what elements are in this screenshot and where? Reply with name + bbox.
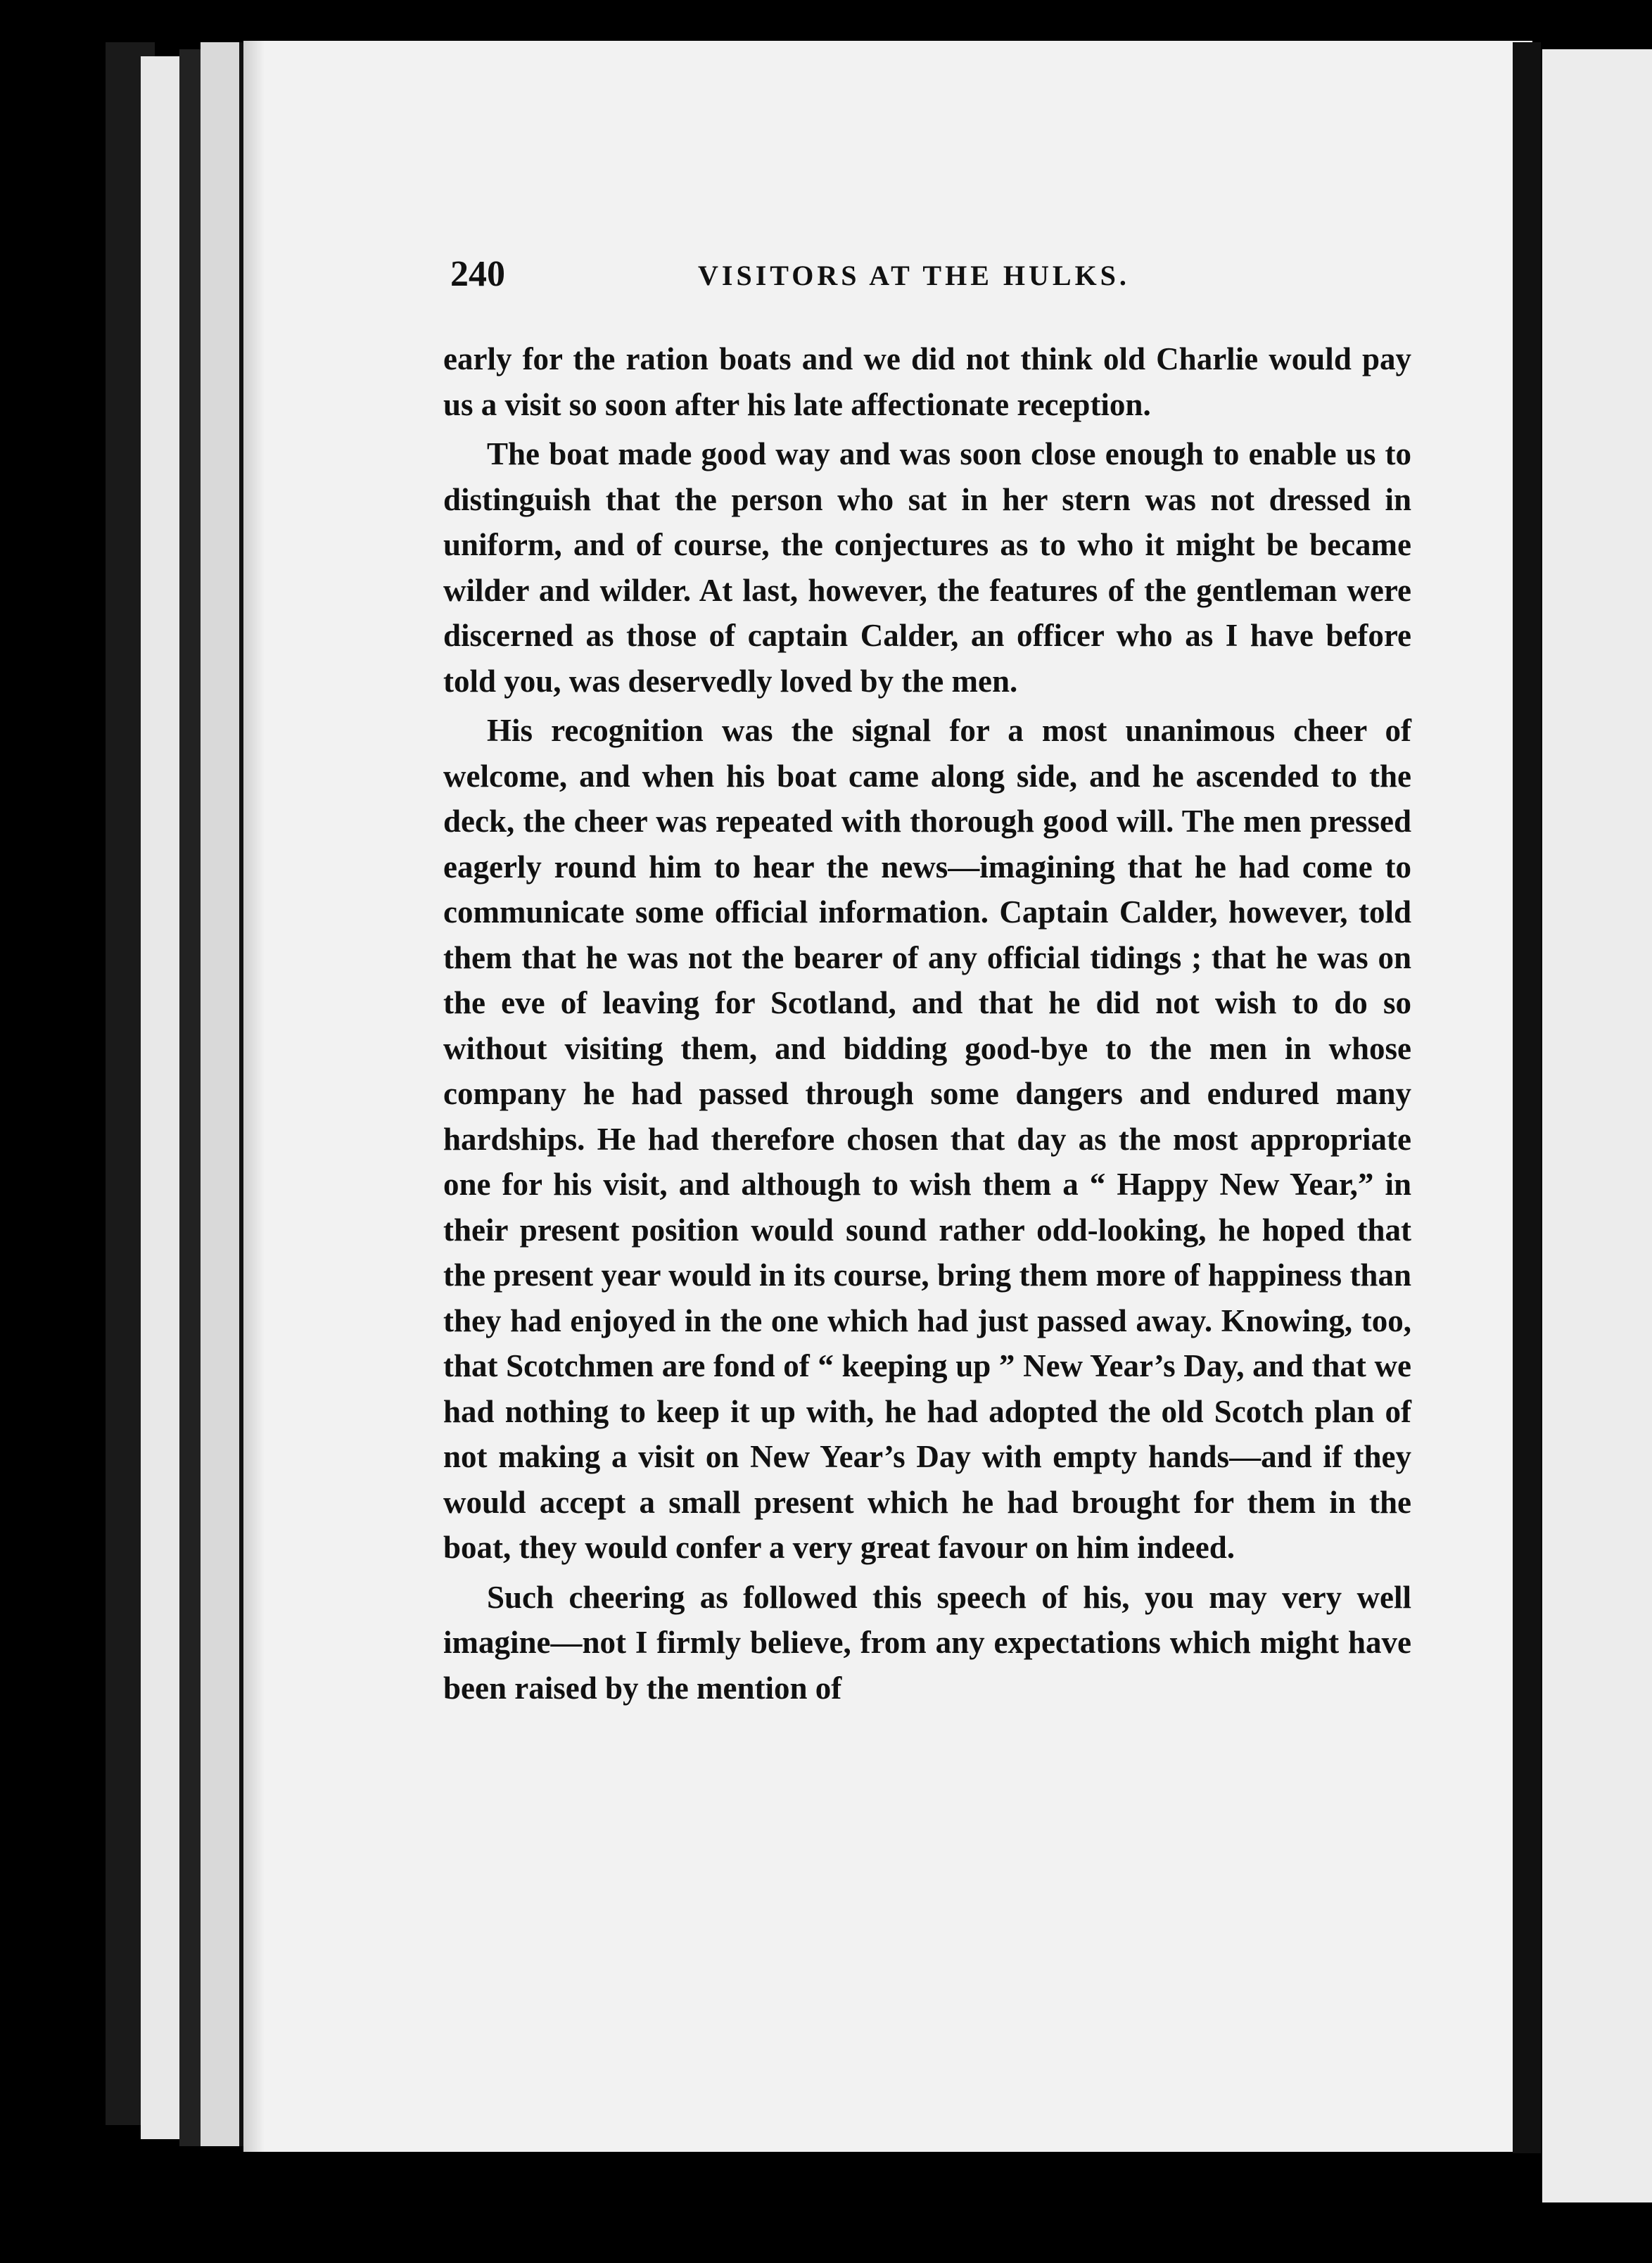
page-number: 240 [450, 254, 505, 294]
facing-page [1542, 49, 1652, 2202]
page-edge-shadow [179, 49, 201, 2146]
page-border [1513, 42, 1541, 2153]
page-header [450, 253, 1407, 303]
paragraph: His recognition was the signal for a most unanimous cheer of welcome, and when his boat came along side, and he ascended to the deck, the cheer was repeated with thorough good will. The men pressed eagerly round him to hear the news—imagining that he had come to communicate some official information. Captain Calder, however, told them that he was not the bearer of any official tidings ; that he was on the eve of leaving for Scotland, and that he did not wish to do so without visiting them, and bidding good-bye to the men in whose company he had passed through some dangers and endured many hardships. He had therefore chosen that day as the most appropriate one for his visit, and although to wish them a “ Happy New Year,” in their present position would sound rather odd-looking, he hoped that the present year would in its course, bring them more of happiness than they had enjoyed in the one which had just passed away. Knowing, too, that Scotchmen are fond of “ keeping up ” New Year’s Day, and that we had nothing to keep it up with, he had adopted the old Scotch plan of not making a visit on New Year’s Day with empty hands—and if they would accept a small present which he had brought for them in the boat, they would confer a very great favour on him indeed. [443, 713, 1411, 1565]
page-edge [201, 42, 243, 2146]
gutter-shadow [243, 41, 265, 2152]
running-head: VISITORS AT THE HULKS. [698, 260, 1130, 291]
paragraph: early for the ration boats and we did not think old Charlie would pay us a visit so soon after his late affectionate reception. [443, 341, 1411, 422]
page-edge [141, 56, 179, 2139]
paragraph: The boat made good way and was soon close enough to enable us to distinguish that the person who sat in her stern was not dressed in uniform, and of course, the conjectures as to who it might be became wilder and wilder. At last, however, the features of the gentleman were discerned as those of captain Calder, an officer who as I have before told you, was deservedly loved by the men. [443, 436, 1411, 699]
body-text [443, 336, 1411, 1711]
paragraph: Such cheering as followed this speech of his, you may very well imagine—not I firmly believe, from any expectations which might have been raised by the mention of [443, 1579, 1411, 1706]
